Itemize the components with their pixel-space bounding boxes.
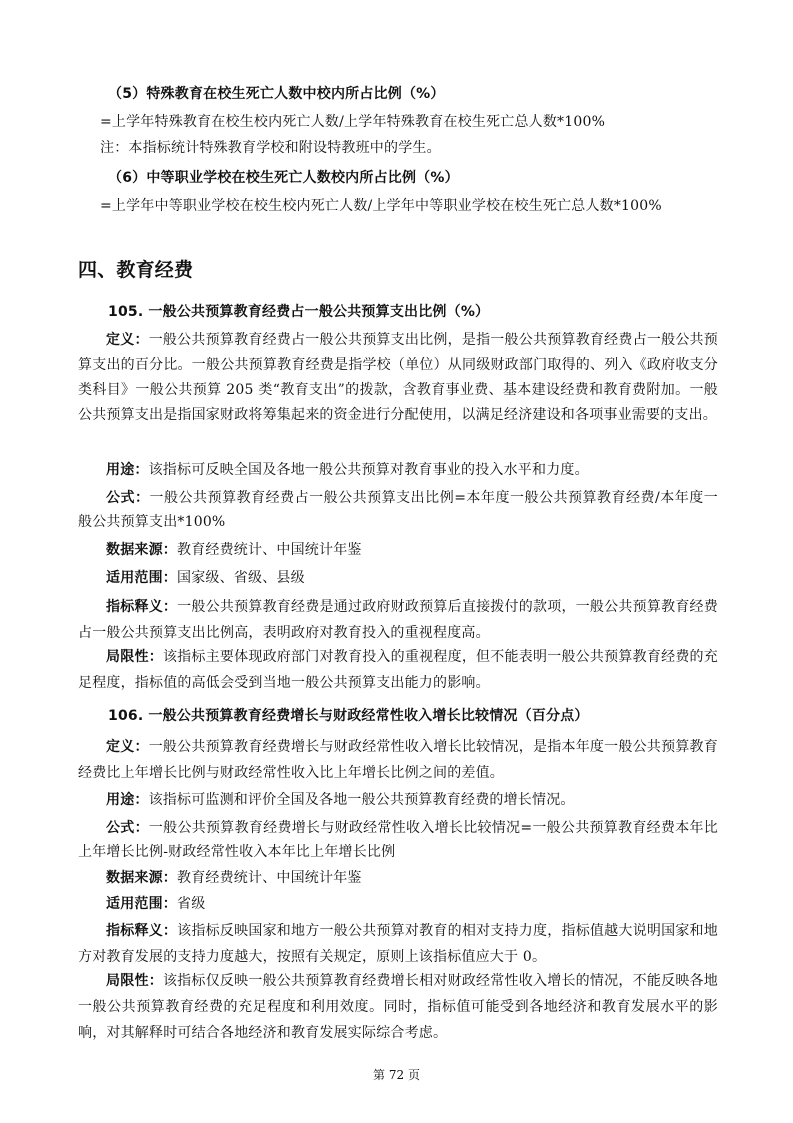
formula-text: 一般公共预算教育经费增长与财政经常性收入增长比较情况=一般公共预算教育经费本年比上年增长比例-财政经常性收入本年比上年增长比例 bbox=[78, 820, 718, 860]
limitation-label: 局限性： bbox=[106, 973, 163, 989]
indicator-106-limitation bbox=[78, 968, 718, 1046]
formula-label: 公式： bbox=[106, 490, 150, 506]
indicator-105-scope bbox=[78, 566, 718, 590]
limitation-label: 局限性： bbox=[106, 649, 163, 665]
scope-label: 适用范围： bbox=[106, 896, 177, 912]
indicator-105-formula bbox=[78, 486, 718, 534]
indicator-106-usage bbox=[78, 788, 718, 812]
formula-text: 一般公共预算教育经费占一般公共预算支出比例=本年度一般公共预算教育经费/本年度一般公共预算支出*100% bbox=[78, 490, 718, 530]
usage-text: 该指标可监测和评价全国及各地一般公共预算教育经费的增长情况。 bbox=[148, 792, 575, 808]
source-text: 教育经费统计、中国统计年鉴 bbox=[177, 870, 362, 886]
indicator-106-interpretation bbox=[78, 918, 718, 970]
subitem-5-title: （5）特殊教育在校生死亡人数中校内所占比例（%） bbox=[108, 86, 445, 102]
indicator-106-scope bbox=[78, 892, 718, 916]
formula-label: 公式： bbox=[106, 820, 149, 836]
limitation-text: 该指标主要体现政府部门对教育投入的重视程度，但不能表明一般公共预算教育经费的充足程度，指标值的高低会受到当地一般公共预算支出能力的影响。 bbox=[78, 649, 718, 691]
subitem-6-title: （6）中等职业学校在校生死亡人数校内所占比例（%） bbox=[108, 170, 459, 186]
usage-label: 用途： bbox=[106, 462, 149, 478]
scope-text: 国家级、省级、县级 bbox=[177, 570, 305, 586]
interpretation-text: 该指标反映国家和地方一般公共预算对教育的相对支持力度，指标值越大说明国家和地方对教育发展的支持力度越大，按照有关规定，原则上该指标值应大于 0。 bbox=[78, 923, 718, 965]
indicator-106-definition bbox=[78, 734, 718, 786]
limitation-text: 该指标仅反映一般公共预算教育经费增长相对财政经常性收入增长的情况，不能反映各地一般公共预算教育经费的充足程度和利用效度。同时，指标值可能受到各地经济和教育发展水平的影响，对其解释时可结合各地经济和教育发展实际综合考虑。 bbox=[78, 973, 718, 1041]
subitem-5-formula: =上学年特殊教育在校生校内死亡人数/上学年特殊教育在校生死亡总人数*100% bbox=[100, 114, 606, 130]
usage-label: 用途： bbox=[106, 792, 149, 808]
indicator-106-source bbox=[78, 866, 718, 890]
subitem-5-note: 注：本指标统计特殊教育学校和附设特教班中的学生。 bbox=[100, 140, 441, 156]
source-text: 教育经费统计、中国统计年鉴 bbox=[177, 542, 362, 558]
definition-label: 定义： bbox=[106, 739, 149, 755]
interpretation-text: 一般公共预算教育经费是通过政府财政预算后直接拨付的款项，一般公共预算教育经费占一般公共预算支出比例高，表明政府对教育投入的重视程度高。 bbox=[78, 599, 718, 641]
definition-label: 定义： bbox=[106, 332, 149, 348]
indicator-105-interpretation bbox=[78, 594, 718, 646]
scope-text: 省级 bbox=[177, 896, 206, 912]
source-label: 数据来源： bbox=[106, 542, 177, 558]
indicator-105-definition bbox=[78, 328, 718, 428]
section-title: 四、教育经费 bbox=[78, 259, 194, 281]
interpretation-label: 指标释义： bbox=[106, 599, 178, 615]
definition-text: 一般公共预算教育经费占一般公共预算支出比例，是指一般公共预算教育经费占一般公共预算支出的百分比。一般公共预算教育经费是指学校（单位）从同级财政部门取得的、列入《政府收支分类科目》一般公共预算 205 类“教育支出”的拨款，含教育事业费、基本建设经费和教育费附加。一般公共预算支出是指国家财政将筹集起来的资金进行分配使用，以满足经济建设和各项事业需要的支出。 bbox=[78, 332, 718, 423]
subitem-6-formula: =上学年中等职业学校在校生校内死亡人数/上学年中等职业学校在校生死亡总人数*100% bbox=[100, 198, 662, 214]
usage-text: 该指标可反映全国及各地一般公共预算对教育事业的投入水平和力度。 bbox=[148, 462, 589, 478]
source-label: 数据来源： bbox=[106, 870, 177, 886]
indicator-105-source bbox=[78, 538, 718, 562]
indicator-105-title: 105. 一般公共预算教育经费占一般公共预算支出比例（%） bbox=[108, 304, 490, 320]
indicator-106-title: 106. 一般公共预算教育经费增长与财政经常性收入增长比较情况（百分点） bbox=[108, 708, 589, 724]
definition-text: 一般公共预算教育经费增长与财政经常性收入增长比较情况，是指本年度一般公共预算教育经费比上年增长比例与财政经常性收入比上年增长比例之间的差值。 bbox=[78, 739, 718, 781]
indicator-106-formula bbox=[78, 816, 718, 864]
scope-label: 适用范围： bbox=[106, 570, 177, 586]
indicator-105-limitation bbox=[78, 644, 718, 696]
page-number: 第 72 页 bbox=[373, 1068, 420, 1082]
interpretation-label: 指标释义： bbox=[106, 923, 178, 939]
indicator-105-usage bbox=[78, 458, 718, 482]
